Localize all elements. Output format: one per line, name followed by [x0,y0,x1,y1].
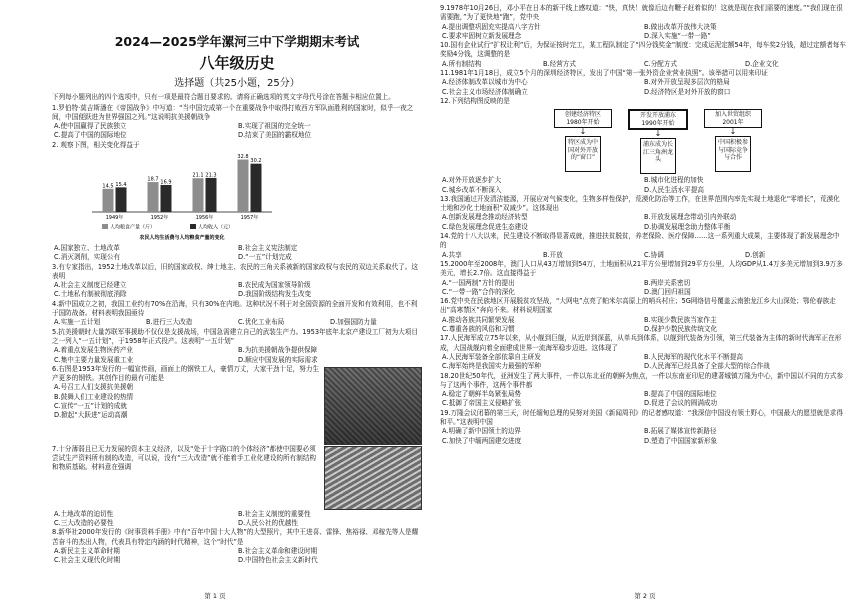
option: A.人民海军装备全部依靠自主研发 [442,352,541,361]
question-17-options [440,353,846,372]
question-1-options [52,122,422,141]
question-15-options [440,279,846,298]
historical-photo-image [324,446,422,510]
bar [193,178,204,212]
option: B.城市化进程的加快 [644,176,704,185]
option: A.创新发展理念推动经济转型 [442,213,528,222]
data-label: 16.9 [160,179,172,186]
tick-label: 1956年 [195,214,214,221]
section-heading: 选择题（共25小题，25分） [174,78,300,89]
flow-bottom-box: 浦东成为长江三角洲龙头 [640,138,676,174]
option: C.社会主义市场经济体制确立 [442,87,528,96]
question-2-options [52,244,422,263]
flow-bottom-box: 特区成为中国对外开放的“窗口” [565,136,601,172]
question-7-block [52,445,422,510]
question-11-options [440,78,846,97]
option: C.尊重各族的风俗和习惯 [442,325,515,334]
option: C.城乡改革不断深入 [442,185,502,194]
option: B.对外开放呈现多层次的格局 [644,78,730,87]
question-5-options [52,346,422,365]
option: D.顺应中国发展的实际需求 [238,355,318,364]
question-6-options [52,383,320,420]
option: A.新民主主义革命时期 [54,547,120,556]
legend-swatch [190,224,196,229]
data-label: 30.2 [250,158,262,165]
option: D.企业文化 [745,59,779,68]
exam-title: 2024—2025学年漯河三中下学期期末考试 [114,34,360,49]
option: C.消灭剥削，实现公有 [54,253,121,262]
option: A.国家独立、土地改革 [54,243,120,252]
question-18-options [440,390,846,409]
option: D.掀起“大跃进”运动高潮 [54,411,128,420]
option: B.开放发展理念带动引内外联动 [644,213,737,222]
option: C.优化工业布局 [238,318,285,327]
option: B.为抗美援朝战争提供保障 [238,346,318,355]
option: B.人民海军的现代化水平不断提高 [644,352,743,361]
option: C.分配方式 [644,59,678,68]
option: C.抵御了帝国主义侵略扩张 [442,399,522,408]
option: B.拓展了媒体宣传新路径 [644,427,717,436]
option: B.两岸关系密切 [644,278,691,287]
option: A.号召工人们支援抗美援朝 [54,383,134,392]
question-13-options [440,213,846,232]
option: D.人民公社的优越性 [238,519,298,528]
down-arrow-icon: ↓ [729,127,737,137]
chart-caption: 农民人均生活费与人均粮食产量的变化 [139,234,225,241]
propaganda-poster-image [324,367,422,445]
data-label: 21.3 [205,172,217,179]
question-9: 9.1978年10月26日，邓小平在日本的新干线上感叹道：“快，真快！就像后边有鞭子赶着似的！这就是现在我们需要的速度。”“我们现在很需要跑，”为了更快地“跑”，党中央 [440,4,843,22]
option: D.结束了美国的霸权地位 [238,131,312,140]
question-8-options [52,547,422,566]
option: D.创新 [745,250,766,259]
question-13: 13.我国通过开发清洁能源，开展应对气候变化，生物多样性保护，荒漠化防治等工作，在世界范围内率先实现土地退化“零增长”，荒漠化土地和沙化土地面积“双减少”。这体现出 [440,194,840,213]
question-4: 4.新中国成立之初，我国工业约有70%在沿海，只有30%在内地。这种状况不利于对全国资源的全面开发和有效利用，也不利于国防战备。材料表明我国亟待 [52,299,418,318]
option: D.我国阶级结构发生改变 [238,290,312,299]
bar [148,182,159,212]
option: D.深入实施“一带一路” [644,31,711,40]
question-6: 6.右图是1953年发行的一幅宣传画，画面上的钢铁工人，豪情万丈，大家干劲十足，努力生产更多的钢铁。其创作目的最有可能是 [52,364,320,383]
option: B.社会主义宪法制定 [238,243,298,252]
option: A.稳定了朝鲜半岛紧张局势 [442,390,522,399]
option: D.澳门回归祖国 [644,287,691,296]
option: B.农民成为国家领导阶级 [238,281,311,290]
tick-label: 1949年 [105,214,124,221]
flow-top-box: 开发开放浦东1990年开始 [628,109,688,130]
page-number: 第 1 页 [204,592,226,600]
data-label: 15.4 [115,181,127,188]
flow-column [704,109,762,174]
option: C.三大改造的必要性 [54,519,114,528]
option: B.实现了祖国的完全统一 [238,122,311,131]
question-8: 8.新华社2000年发行的《时事资料手册》中有“百年中国十大人物”的大型照片，其中王进喜、雷锋、焦裕禄、邓稼先等人是耀苦奋斗的杰出人物，代表具有特定内涵的时代精神，这个“时代”是 [52,528,419,546]
question-7: 7.十分薄弱且已无力发展的资本主义经济，以及“处于十字路口的个体经济”都使中国要必须尝试生产资料所有制的改造，可以说，没有“三大改造”就不能着手工业化建设的所有制结构和物质基础。材料意在强调 [52,444,316,472]
option: D.人民海军已经具备了全部大型的综合作战 [644,362,770,371]
option: C.绿色发展理念促进生态建设 [442,222,528,231]
question-3: 3.有专家指出，1952土地改革以后，旧的国家政权、绅士地主、农民的三角关系被新的国家政权与农民的双边关系取代了。这表明 [52,262,418,280]
option: C.集中主要力量发展重工业 [54,355,134,364]
question-6-block [52,365,422,445]
subject-title: 八年级历史 [199,54,275,72]
question-9-options [440,23,846,42]
structure-diagram [470,109,846,174]
bar [103,189,114,212]
question-10: 10.国有企业试行“扩权让利”后，为保证按时完工，某工程队制定了“四分钱奖金”制度：完成运泥定额54年，每车奖2分钱，超过定额者每车奖励4分钱，这调整的是 [440,41,846,59]
option: D.促进了会议的圆满成功 [644,399,718,408]
page-two [430,0,860,608]
option: B.开放 [543,250,563,259]
option: A.提出调整巩固充实提高八字方针 [442,22,541,31]
question-7-options [52,510,422,529]
question-5: 5.抗美援朝时大量苏联军事援助不仅仅是支援战场，中国急需建立自己的武装生产力。1953年底年北京产建设工厂初为大项目之一列入“一五计划”，于1958年正式投产。这表明“一五计划” [52,327,418,345]
question-19-options [440,427,846,446]
bar [206,178,217,212]
question-15: 15.2000年至2008年，澳门人口从43万增加到54万，土地面积从21平方公里增加到29平方公里，人均GDP从1.4万多美元增加到3.9万多美元，增长2.7倍。这直接得益于 [440,259,843,278]
bar [161,185,172,212]
flow-column [628,109,688,174]
option: A.土地改革的迫切性 [54,509,114,518]
option: A.“一国两制”方针的提出 [442,278,515,287]
question-18: 18.20世纪50年代，亚洲发生了两大事件，一件以东北亚的朝鲜为焦点，一件以东南亚印尼的建著城镇万隆为中心，新中国以不同的方式参与了这两个事件，这两个事件都 [440,371,844,389]
option: D.“一五”计划完成 [238,253,292,262]
option: A.所有制结构 [442,59,482,68]
option: D.协调发展理念助力整体平衡 [644,222,731,231]
option: B.社会主义革命和建设时期 [238,547,318,556]
legend-swatch [102,224,108,229]
question-1: 1.罗伯特·莫吉斯潘在《帝国战争》中写道：“当中国完成第一个在重要战争中取得打败西方军队面胜利的国家时，似乎一夜之间，中国便跃进为世界强国之列。”这说明抗美援朝战争 [52,103,414,121]
question-14: 14.党的十八大以来，民生建设不断取得显著成就，推进扶贫脱贫，养老保险、医疗保障……这一系列重大成果，主要体现了新发展理念中的 [440,232,840,250]
tick-label: 1957年 [240,214,259,221]
option: B.进行三大改造 [146,318,193,327]
option: A.对外开放逐步扩大 [442,176,502,185]
page-number: 第 2 页 [634,592,656,600]
option: C.土地私有制被彻底消除 [54,290,127,299]
bar [238,160,249,212]
option: C.加快了中缅两国建交进度 [442,436,522,445]
option: C.提高了中国的国际地位 [54,131,127,140]
option: B.提高了中国的国际地位 [644,390,717,399]
question-12-options [440,176,846,195]
question-17: 17.人民海军成立75年以来，从小舰到巨舰，从近岸到深蓝，从单兵到体系，以舰到代装备为引领，第三代装备为主体的新时代海军正在形成，大国战舰向着全面建成世界一流海军稳步迈进。这体现了 [440,334,842,352]
chart-svg [82,152,282,244]
legend-label: 人均收入（元） [198,224,234,231]
option: D.人民生活水平提高 [644,185,704,194]
bar [251,164,262,212]
option: D.塑造了中国国家新形象 [644,436,718,445]
data-label: 32.8 [237,154,249,161]
question-2: 2. 观察下图，相关变化得益于 [52,140,140,149]
data-label: 18.7 [147,176,159,183]
down-arrow-icon: ↓ [654,129,662,139]
option: D.经济特区是对外开放的窗口 [644,87,731,96]
option: A.共享 [442,250,462,259]
option: C.社会主义现代化时期 [54,556,121,565]
flow-column [554,109,612,174]
option: C.海军始终是我国实力最强的军种 [442,362,542,371]
flow-top-box: 创建经济特区1980年开始 [554,109,612,128]
option: B.实现少数民族当家作主 [644,315,717,324]
question-10-options [440,60,846,69]
option: B.做出改革开放伟大决策 [644,22,717,31]
question-14-options [440,251,846,260]
question-4-options [52,318,422,327]
option: D.中国特色社会主义新时代 [238,556,318,565]
question-16-options [440,316,846,335]
tick-label: 1952年 [150,214,169,221]
question-19: 19.万隆会议闭幕的第三天，时任缅甸总理的吴努对美国《新闻周刊》的记者感叹道：“我深信中国没有领土野心，中国最大的愿望就是求得和平。”这表明中国 [440,408,843,426]
option: D.加强国防力量 [330,318,377,327]
option: A.实施一五计划 [54,318,101,327]
option: C.“一带一路”合作的深化 [442,287,515,296]
flow-bottom-box: 中国积极参与国际竞争与合作 [715,136,751,172]
option: C.要求牢固树立新发展理念 [442,31,522,40]
option: B.社会主义制度的重要性 [238,509,311,518]
data-label: 21.1 [192,172,204,179]
bar [116,187,127,212]
option: A.推动各族共同繁荣发展 [442,315,515,324]
option: A.明确了新中国领土的边界 [442,427,522,436]
instructions: 下列每小题列出的四个选项中，只有一项是最符合题目要求的。请将正确选项的英文字母代号涂在答题卡相应位置上。 [52,93,395,101]
question-12: 12.下列结构图反映的是 [440,96,510,105]
legend-label: 人均粮食产量（斤） [110,224,156,231]
question-11: 11.1981年1月18日，成立5个月的深圳经济特区，发出了中国“第一张外资企业营业执照”。该举措可以用来印证 [440,69,768,78]
down-arrow-icon: ↓ [579,127,587,137]
option: A.着重点发展生物医药产业 [54,346,134,355]
question-3-options [52,281,422,300]
option: B.经营方式 [543,59,576,68]
option: A.使中国赢得了民族独立 [54,122,127,131]
flow-top-box: 加入世贸组织2001年 [704,109,762,128]
option: D.保护少数民族传统文化 [644,325,718,334]
option: C.宣传“一五”计划的成就 [54,402,127,411]
data-label: 14.5 [102,183,114,190]
option: A.经济体制改革以城市为中心 [442,78,528,87]
question-16: 16.党中央在民族地区开展脱贫攻坚战，“大网电”点亮了帕米尔高原上的哨兵村庄；5G网络信号覆盖云南独龙江乡大山深处；鄂伦春族走出“高寒禁区”奔向不来。材料说明国家 [440,297,836,315]
option: A.社会主义制度已经建立 [54,281,127,290]
option: C.协调 [644,250,664,259]
option: B.鼓舞人们工业建设的热情 [54,392,134,401]
bar-chart [82,152,422,244]
